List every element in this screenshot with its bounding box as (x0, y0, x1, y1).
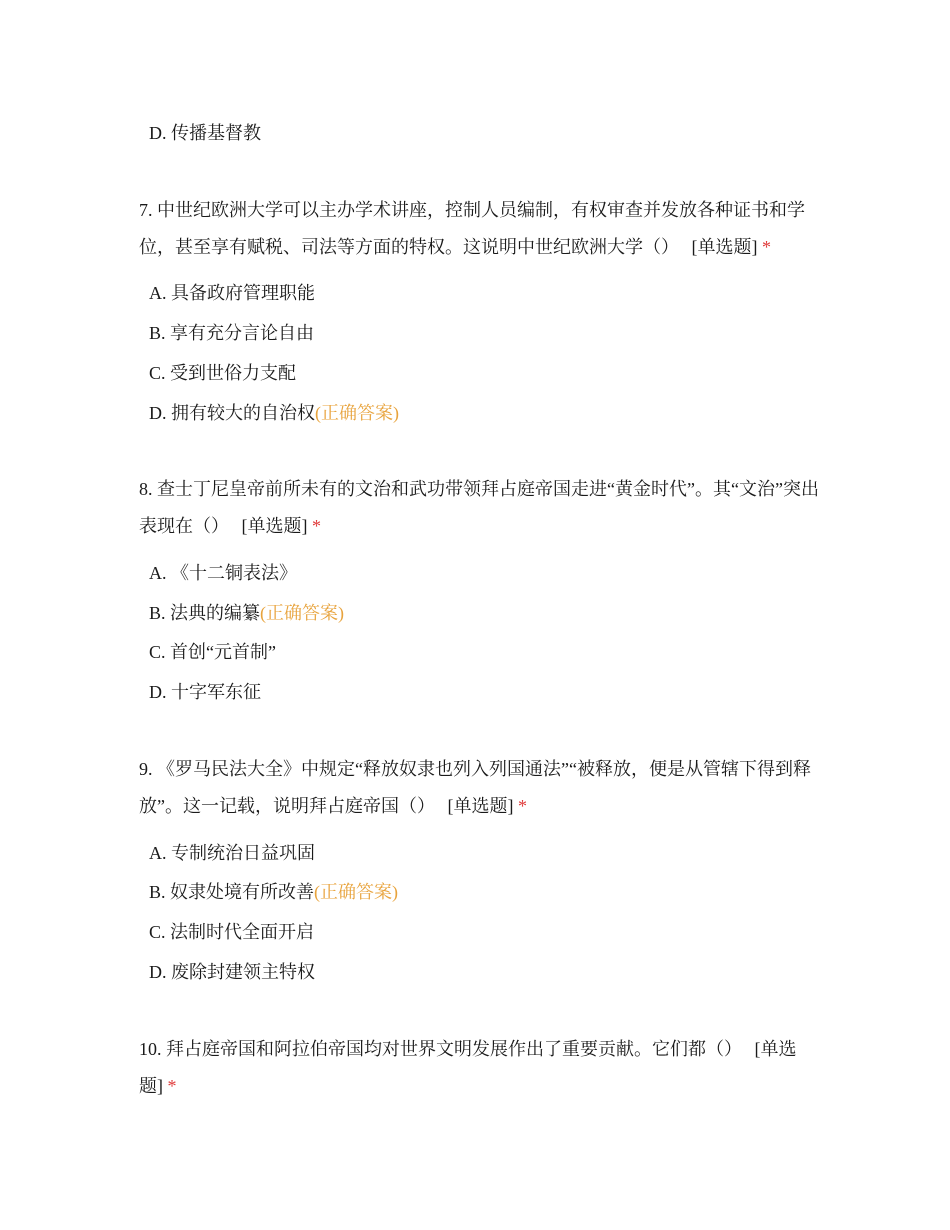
correct-answer-label: (正确答案) (314, 882, 399, 902)
option-8b[interactable] (149, 601, 344, 625)
option-7d[interactable] (149, 401, 399, 425)
option-text: 法典的编纂 (170, 603, 261, 623)
correct-answer-label: (正确答案) (315, 403, 399, 423)
question-8 (139, 471, 819, 545)
question-number: 8. (139, 479, 153, 499)
question-text: 查士丁尼皇帝前所未有的文治和武功带领拜占庭帝国走进“黄金时代”。其“文治”突出表现在（） (139, 479, 819, 536)
option-letter: D. (149, 962, 167, 982)
question-number: 10. (139, 1039, 162, 1059)
option-7a[interactable] (149, 281, 315, 305)
required-mark: * (312, 516, 321, 536)
required-mark: * (167, 1076, 177, 1096)
option-letter: B. (149, 603, 166, 623)
question-number: 7. (139, 200, 153, 220)
option-9b[interactable] (149, 880, 398, 904)
option-text: 法制时代全面开启 (170, 922, 315, 942)
option-9c[interactable] (149, 920, 314, 944)
option-text: 废除封建领主特权 (171, 962, 315, 982)
option-8a[interactable] (149, 561, 297, 585)
option-7b[interactable] (149, 321, 314, 345)
option-letter: A. (149, 843, 167, 863)
option-7c[interactable] (149, 361, 296, 385)
option-letter: B. (149, 882, 166, 902)
option-8c[interactable] (149, 640, 276, 664)
option-8d[interactable] (149, 680, 261, 704)
option-letter: B. (149, 323, 166, 343)
required-mark: * (762, 237, 771, 257)
option-text: 受到世俗力支配 (170, 363, 297, 383)
option-letter: D. (149, 123, 167, 143)
option-text: 专制统治日益巩固 (171, 843, 315, 863)
option-text: 拥有较大的自治权 (171, 403, 315, 423)
option-letter: C. (149, 363, 166, 383)
option-letter: C. (149, 642, 166, 662)
option-text: 具备政府管理职能 (171, 283, 315, 303)
option-text: 十字军东征 (171, 682, 261, 702)
option-text: 享有充分言论自由 (170, 323, 315, 343)
option-9d[interactable] (149, 960, 315, 984)
option-text: 《十二铜表法》 (171, 563, 297, 583)
question-type: [单选题] (241, 516, 308, 536)
option-letter: D. (149, 682, 167, 702)
question-9 (139, 751, 819, 825)
question-7 (139, 192, 819, 266)
option-text: 传播基督教 (171, 123, 261, 143)
option-9a[interactable] (149, 841, 315, 865)
option-letter: A. (149, 563, 167, 583)
option-letter: A. (149, 283, 167, 303)
required-mark: * (518, 796, 527, 816)
correct-answer-label: (正确答案) (260, 603, 345, 623)
option-text: 首创“元首制” (170, 642, 276, 662)
option-letter: D. (149, 403, 167, 423)
question-type: [单选题] (447, 796, 514, 816)
option-letter: C. (149, 922, 166, 942)
question-text: 中世纪欧洲大学可以主办学术讲座，控制人员编制，有权审查并发放各种证书和学位，甚至享有赋税、司法等方面的特权。这说明中世纪欧洲大学（） (139, 200, 805, 257)
question-text: 《罗马民法大全》中规定“释放奴隶也列入列国通法”“被释放，便是从管辖下得到释放”。这一记载，说明拜占庭帝国（） (139, 759, 811, 816)
question-number: 9. (139, 759, 153, 779)
question-type: [单选题] (139, 1039, 797, 1096)
question-text: 拜占庭帝国和阿拉伯帝国均对世界文明发展作出了重要贡献。它们都（） (166, 1039, 742, 1059)
question-10 (139, 1031, 819, 1105)
option-prev-d[interactable] (149, 121, 261, 145)
option-text: 奴隶处境有所改善 (170, 882, 315, 902)
question-type: [单选题] (691, 237, 758, 257)
